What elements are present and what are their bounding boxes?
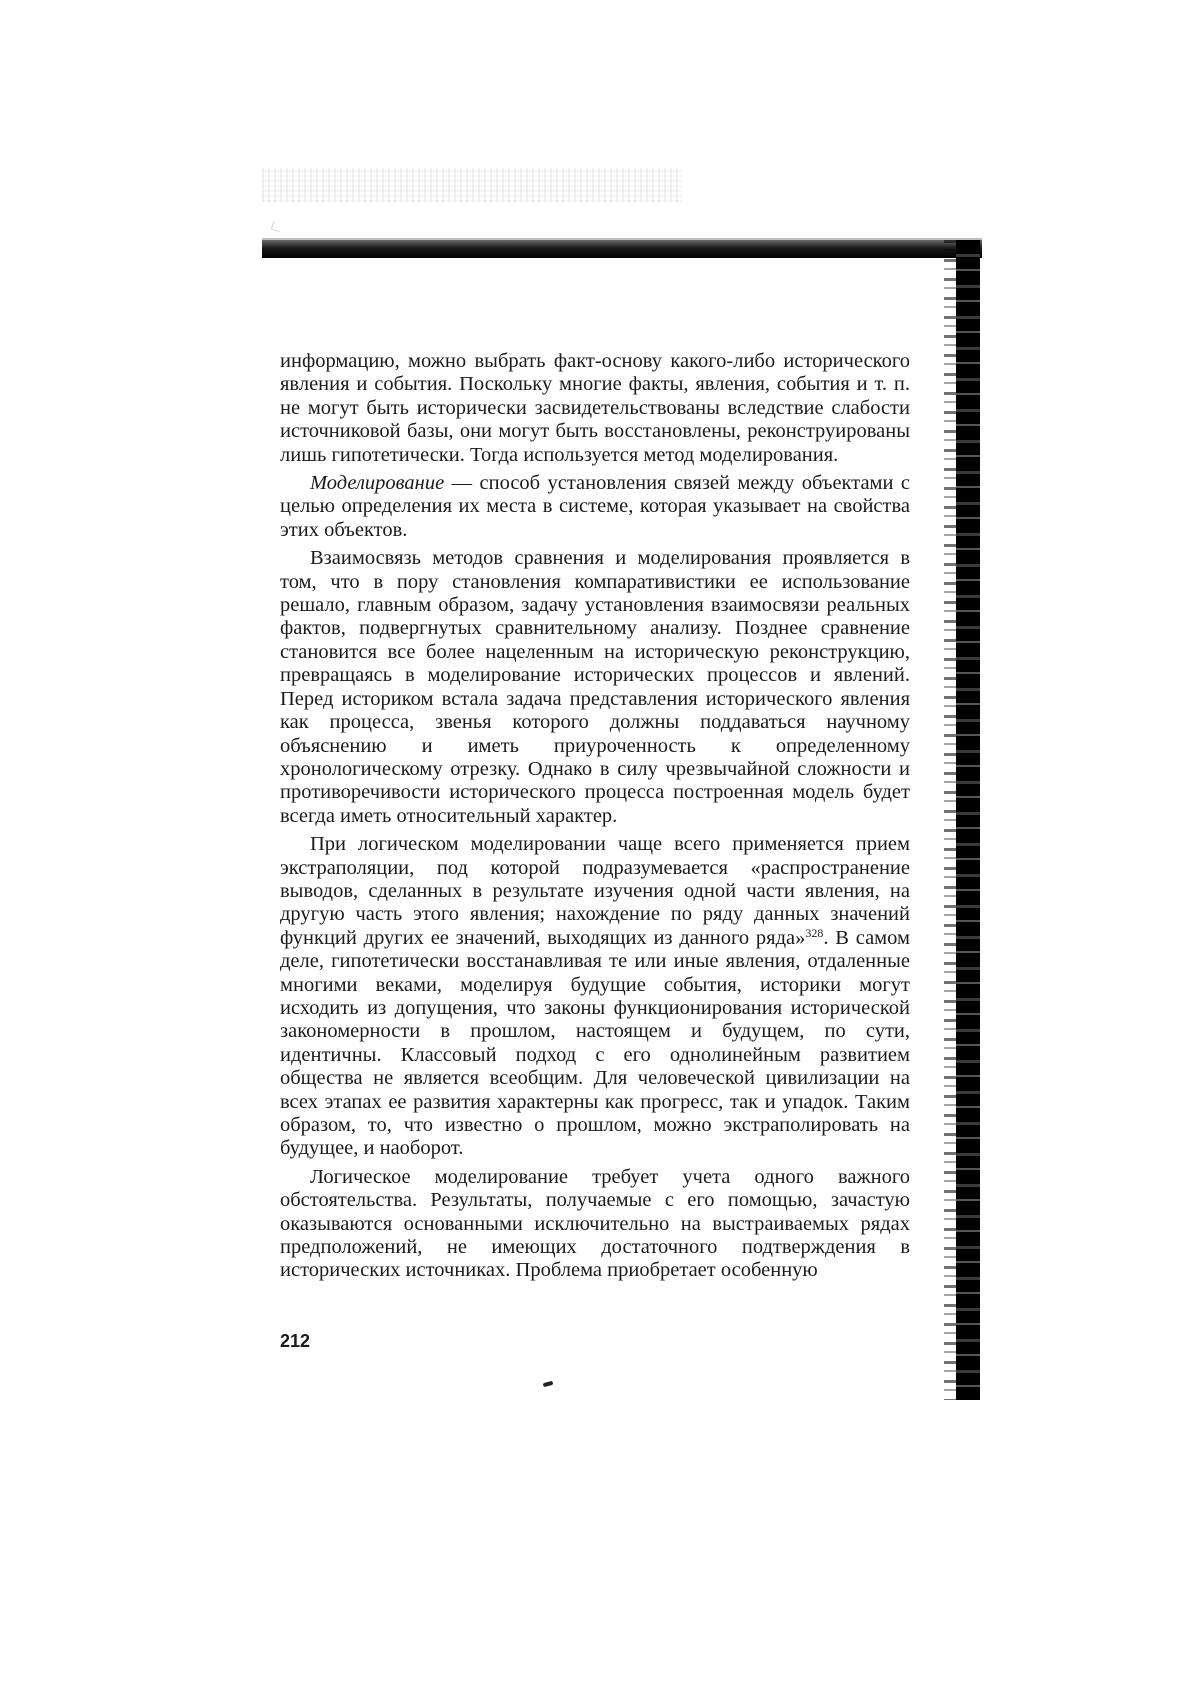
body-text (280, 350, 910, 1283)
paragraph-5: Логическое моделирование требует учета одного важного обстоятельства. Результаты, получаемые с его помощью, зачастую оказываются основанными исключительно на выстраиваемых рядах предположений, не имеющих достаточного подтверждения в исторических источниках. Проблема приобретает особенную (280, 1165, 910, 1282)
page-number: 212 (280, 1331, 311, 1351)
definition-text: — способ установления связей между объектами с целью определения их места в системе, которая указывает на свойства этих объектов. (280, 472, 910, 541)
paragraph-continuation: . В самом деле, гипотетически восстанавливая те или иные явления, отдаленные многими веками, моделируя будущие события, историки могут исходить из допущения, что законы функционирования исторической закономерности в прошлом, настоящем и будущем, по сути, идентичны. Классовый подход с его однолинейным развитием общества не является всеобщим. Для человеческой цивилизации на всех этапах ее развития характерны как прогресс, так и упадок. Таким образом, то, что известно о прошлом, можно экстраполировать на будущее, и наоборот. (280, 926, 910, 1160)
paragraph-3: Взаимосвязь методов сравнения и моделирования проявляется в том, что в пору становления компаративистики ее использование решало, главным образом, задачу установления взаимосвязи реальных фактов, подвергнутых сравнительному анализу. Позднее сравнение становится все более нацеленным на историческую реконструкцию, превращаясь в моделирование исторических процессов и явлений. Перед историком встала задача представления исторического явления как процесса, звенья которого должны поддаваться научному объяснению и иметь приуроченность к определенному хронологическому отрезку. Однако в силу чрезвычайной сложности и противоречивости исторического процесса построенная модель будет всегда иметь относительный характер. (280, 547, 910, 827)
paragraph-2 (280, 472, 910, 542)
paragraph-1: информацию, можно выбрать факт-основу какого-либо исторического явления и события. Поскольку многие факты, явления, события и т. п. не могут быть исторически засвидетельствованы вследствие слабости источниковой базы, они могут быть восстановлены, реконструированы лишь гипотетически. Тогда используется метод моделирования. (280, 350, 910, 466)
scan-artifact-mark (271, 221, 283, 233)
scan-right-edge-shadow (956, 240, 980, 1400)
scan-speck (543, 1381, 554, 1387)
quote-text: При логическом моделировании чаще всего применяется прием экстраполяции, под которой подразумевается «распространение выводов, сделанных в результате изучения одной части явления, на другую часть этого явления; нахождение по ряду данных значений функций других ее значений, выходящих из данного ряда» (280, 833, 910, 949)
faded-running-head (262, 168, 682, 202)
scan-top-rule (262, 240, 982, 258)
footnote-marker: 328 (805, 925, 824, 940)
defined-term: Моделирование (310, 472, 445, 495)
paragraph-4 (280, 833, 910, 1161)
